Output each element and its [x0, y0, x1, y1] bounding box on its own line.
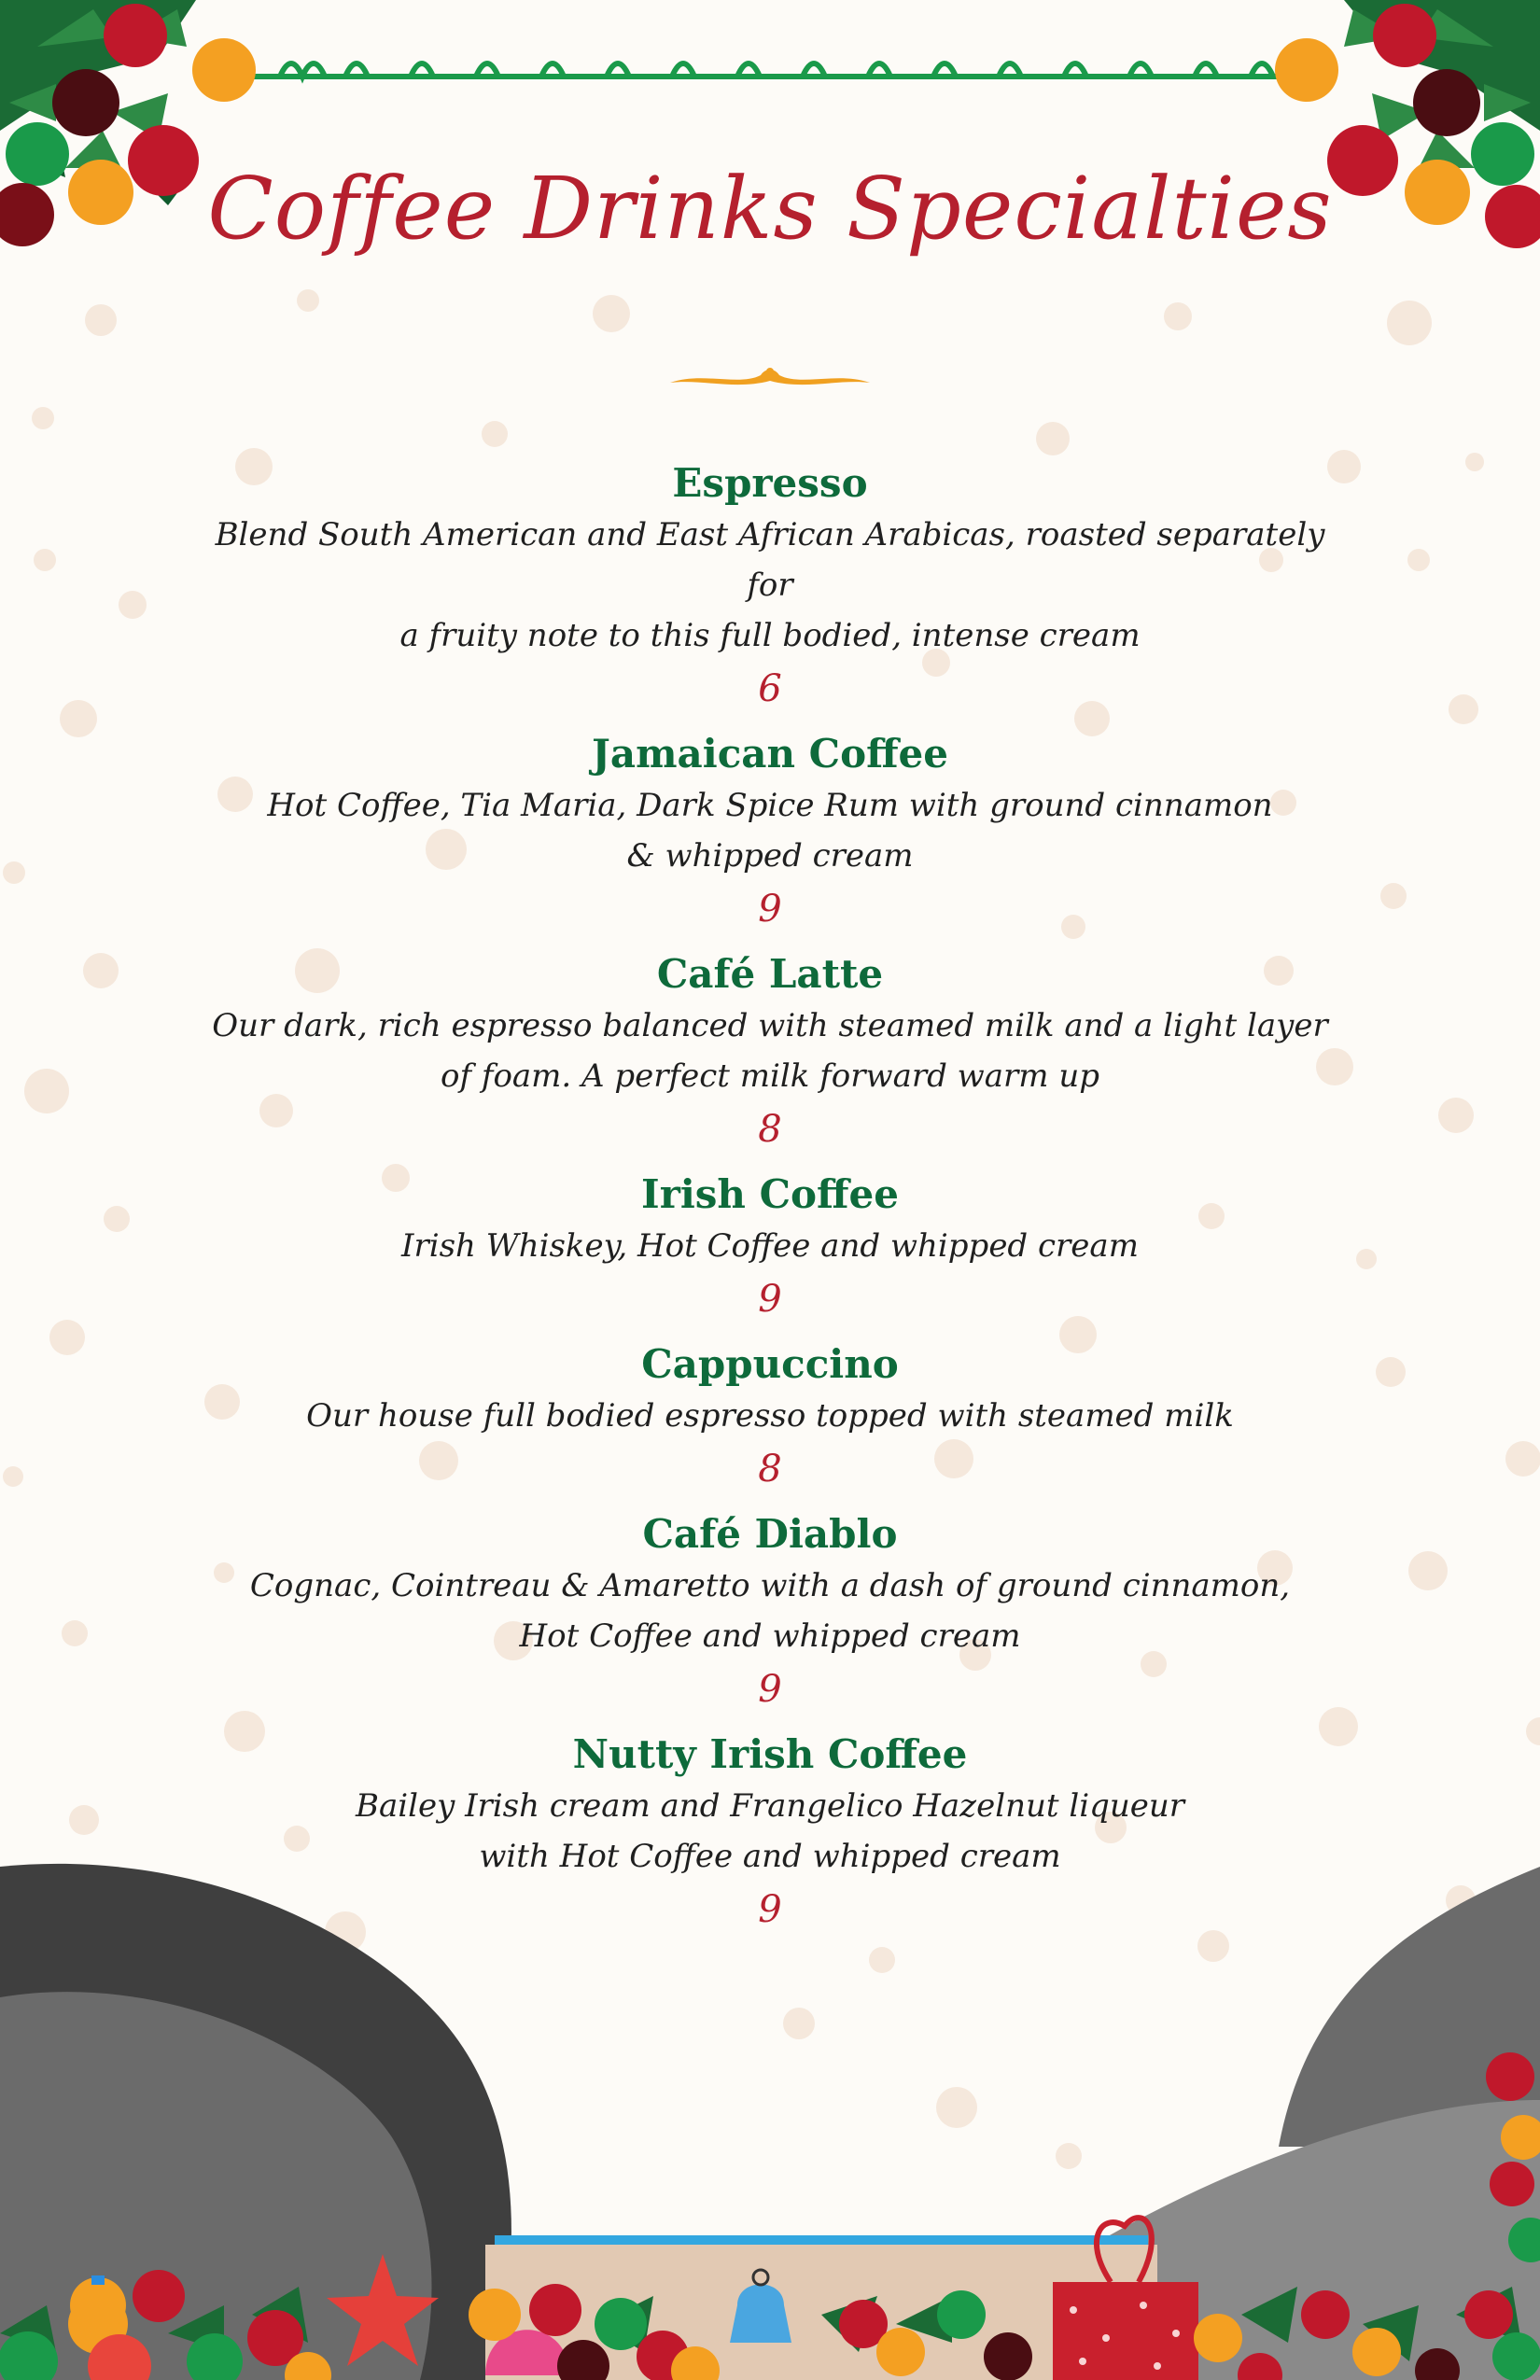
item-description: Cognac, Cointreau & Amaretto with a dash of ground cinnamon,: [249, 1567, 1291, 1604]
menu-item: [210, 457, 1330, 717]
item-description: Hot Coffee, Tia Maria, Dark Spice Rum with ground cinnamon: [267, 787, 1273, 824]
item-description: Irish Whiskey, Hot Coffee and whipped cream: [401, 1227, 1139, 1265]
item-description: Hot Coffee and whipped cream: [519, 1617, 1021, 1655]
item-description: of foam. A perfect milk forward warm up: [441, 1057, 1099, 1095]
item-name: Nutty Irish Coffee: [572, 1731, 968, 1777]
item-name: Café Latte: [656, 951, 884, 997]
garland: [215, 63, 1325, 77]
item-price: 9: [758, 1668, 782, 1711]
item-price: 9: [758, 888, 782, 931]
flourish-divider-icon: [665, 362, 875, 396]
menu-item: [210, 1338, 1330, 1497]
item-description: a fruity note to this full bodied, intense cream: [399, 617, 1141, 654]
item-description: Our dark, rich espresso balanced with steamed milk and a light layer: [212, 1007, 1328, 1044]
item-description: & whipped cream: [626, 837, 914, 875]
item-name: Espresso: [672, 460, 868, 506]
item-price: 9: [758, 1888, 782, 1931]
menu-item: [210, 1729, 1330, 1938]
menu-item: [210, 1169, 1330, 1327]
item-description: Bailey Irish cream and Frangelico Hazelnut liqueur: [355, 1787, 1185, 1825]
item-price: 6: [758, 667, 782, 710]
item-name: Cappuccino: [641, 1341, 899, 1387]
item-price: 8: [758, 1448, 782, 1491]
menu-item: [210, 728, 1330, 937]
item-description: with Hot Coffee and whipped cream: [479, 1838, 1061, 1875]
item-description: Blend South American and East African Arabicas, roasted separately for: [215, 516, 1325, 604]
item-price: 8: [758, 1108, 782, 1151]
item-description: Our house full bodied espresso topped with steamed milk: [306, 1397, 1234, 1435]
page-title: Coffee Drinks Specialties: [207, 159, 1333, 259]
item-name: Irish Coffee: [641, 1171, 899, 1217]
menu-list: [210, 457, 1330, 1949]
item-name: Café Diablo: [642, 1511, 898, 1557]
menu-item: [210, 1508, 1330, 1717]
item-name: Jamaican Coffee: [592, 731, 948, 777]
menu-item: [210, 948, 1330, 1157]
item-price: 9: [758, 1278, 782, 1321]
